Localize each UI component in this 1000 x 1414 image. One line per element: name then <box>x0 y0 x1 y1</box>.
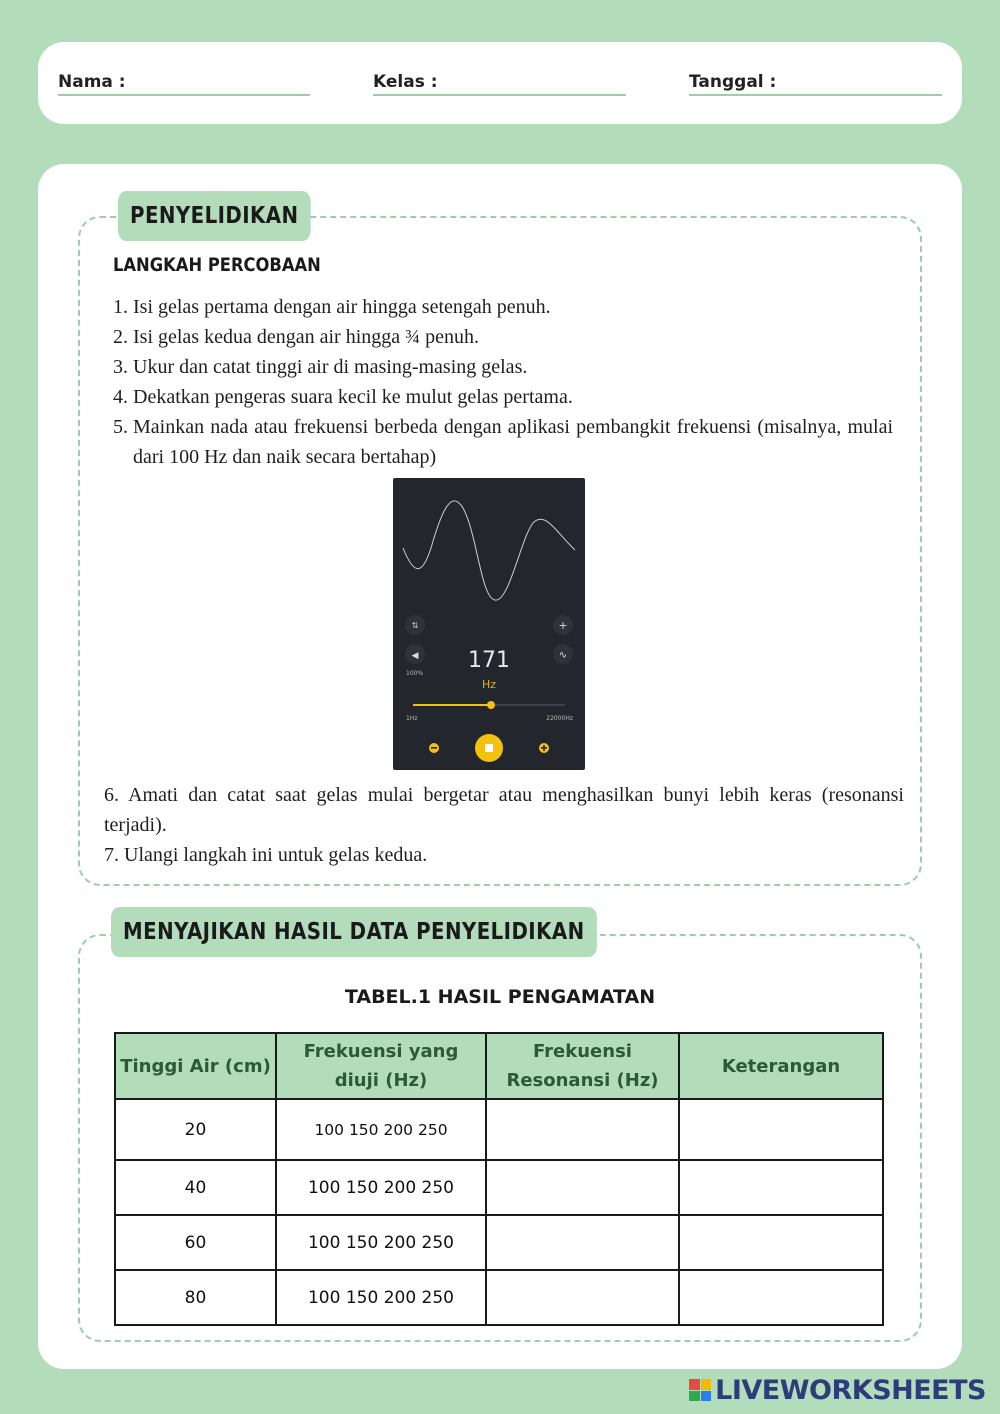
frequency-app-screenshot <box>393 478 585 770</box>
tested-frequency-cell: 100 150 200 250 <box>276 1215 486 1270</box>
svg-text:+: + <box>558 619 568 632</box>
investigation-badge: PENYELIDIKAN <box>118 191 311 241</box>
step-item: 7. Ulangi langkah ini untuk gelas kedua. <box>104 844 428 866</box>
steps-continued <box>104 780 904 870</box>
class-label: Kelas : <box>373 72 438 92</box>
table-header-row <box>115 1033 883 1099</box>
step-item: 5. Mainkan nada atau frekuensi berbeda dengan aplikasi pembangkit frekuensi (misalnya, mulai dari 100 Hz dan naik secara bertahap) <box>113 416 893 468</box>
frequency-readout: 171 <box>468 648 510 673</box>
max-frequency-label: 22000Hz <box>546 715 573 722</box>
worksheet-card <box>38 164 962 1369</box>
resonance-frequency-input[interactable] <box>486 1270 679 1325</box>
table-row <box>115 1270 883 1325</box>
water-height-cell: 60 <box>115 1215 276 1270</box>
notes-input[interactable] <box>679 1270 883 1325</box>
table-row <box>115 1099 883 1160</box>
steps-title: LANGKAH PERCOBAAN <box>113 254 321 276</box>
resonance-frequency-input[interactable] <box>486 1215 679 1270</box>
svg-text:∿: ∿ <box>558 650 568 661</box>
logo-icon <box>689 1379 711 1401</box>
step-item: 4. Dekatkan pengeras suara kecil ke mulut gelas pertama. <box>113 386 573 408</box>
column-header: Frekuensi yang diuji (Hz) <box>276 1033 486 1099</box>
logo-text: LIVEWORKSHEETS <box>715 1374 986 1406</box>
notes-input[interactable] <box>679 1160 883 1215</box>
table-title: TABEL.1 HASIL PENGAMATAN <box>344 986 656 1008</box>
results-badge: MENYAJIKAN HASIL DATA PENYELIDIKAN <box>111 907 597 957</box>
slider-knob <box>487 701 495 709</box>
step-item: 3. Ukur dan catat tinggi air di masing-masing gelas. <box>113 356 528 378</box>
resonance-frequency-input[interactable] <box>486 1160 679 1215</box>
notes-input[interactable] <box>679 1099 883 1160</box>
tested-frequency-cell: 100 150 200 250 <box>276 1160 486 1215</box>
waveform <box>403 501 575 600</box>
notes-input[interactable] <box>679 1215 883 1270</box>
date-field[interactable] <box>689 68 942 96</box>
svg-text:⇅: ⇅ <box>411 621 419 630</box>
volume-readout: 100% <box>406 670 424 677</box>
step-item: 6. Amati dan catat saat gelas mulai bergetar atau menghasilkan bunyi lebih keras (resonansi terjadi). <box>104 784 904 836</box>
water-height-cell: 80 <box>115 1270 276 1325</box>
student-info-card <box>38 42 962 124</box>
frequency-unit: Hz <box>481 678 497 691</box>
date-label: Tanggal : <box>689 72 777 92</box>
table-row <box>115 1215 883 1270</box>
column-header: Tinggi Air (cm) <box>115 1033 276 1099</box>
step-item: 1. Isi gelas pertama dengan air hingga setengah penuh. <box>113 296 551 318</box>
column-header: Frekuensi Resonansi (Hz) <box>486 1033 679 1099</box>
water-height-cell: 40 <box>115 1160 276 1215</box>
name-field[interactable] <box>58 68 310 96</box>
observation-table <box>114 1032 884 1326</box>
water-height-cell: 20 <box>115 1099 276 1160</box>
column-header: Keterangan <box>679 1033 883 1099</box>
min-frequency-label: 1Hz <box>406 715 418 722</box>
tested-frequency-cell: 100 150 200 250 <box>276 1099 486 1160</box>
step-item: 2. Isi gelas kedua dengan air hingga ¾ penuh. <box>113 326 480 348</box>
name-label: Nama : <box>58 72 126 92</box>
resonance-frequency-input[interactable] <box>486 1099 679 1160</box>
steps-list <box>113 292 893 472</box>
table-row <box>115 1160 883 1215</box>
tested-frequency-cell: 100 150 200 250 <box>276 1270 486 1325</box>
class-field[interactable] <box>373 68 626 96</box>
results-section <box>78 934 922 1342</box>
liveworksheets-logo <box>689 1372 986 1408</box>
svg-text:◀: ◀ <box>411 651 419 661</box>
